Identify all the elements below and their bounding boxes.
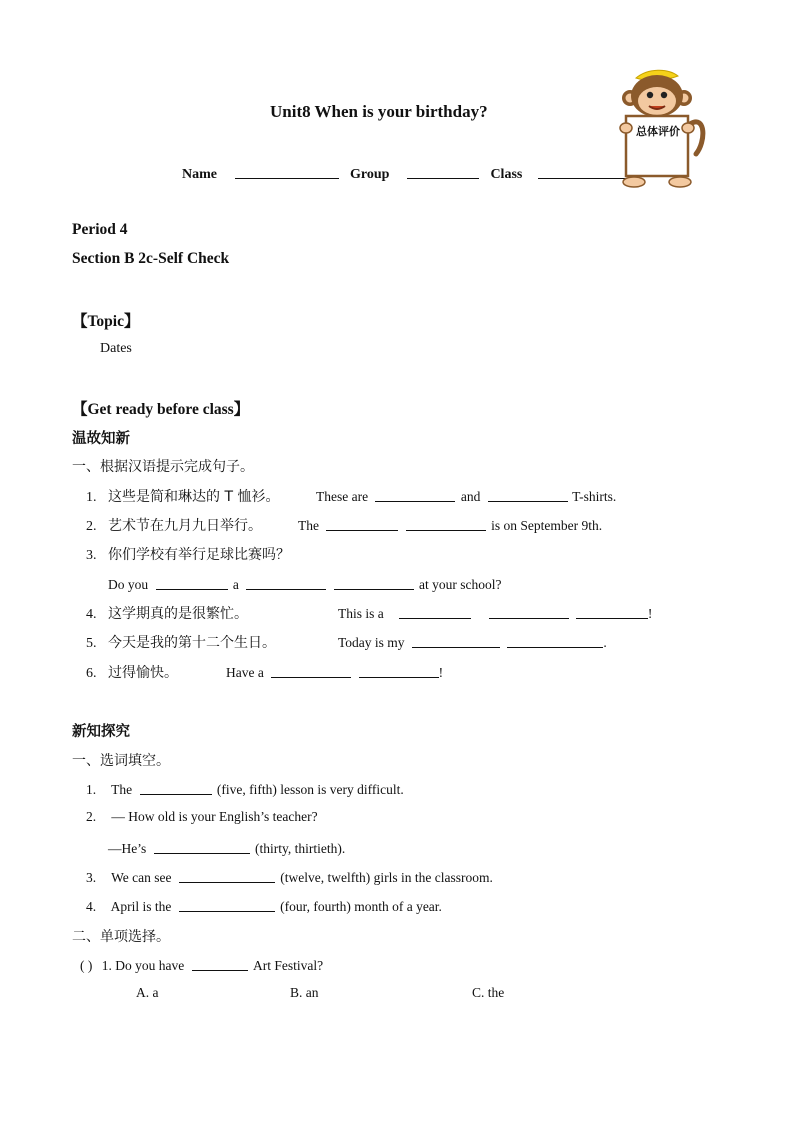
item-chinese: 今天是我的第十二个生日。 — [108, 635, 276, 651]
group-label: Group — [350, 167, 390, 182]
name-field[interactable] — [182, 164, 626, 183]
answer-blank[interactable] — [375, 487, 455, 502]
list-item: 1. The (five, fifth) lesson is very difficult. — [86, 782, 404, 797]
section-label: Section B 2c-Self Check — [72, 250, 230, 267]
item-english: These are and T-shirts. — [316, 489, 617, 504]
item-number: 3. — [86, 548, 97, 563]
list-item — [86, 632, 276, 652]
answer-blank[interactable] — [326, 516, 398, 531]
item-chinese: 你们学校有举行足球比赛吗？ — [108, 547, 290, 563]
answer-blank[interactable] — [488, 487, 568, 502]
item-number: 2. — [86, 809, 97, 824]
item-chinese: 这学期真的是很繁忙。 — [108, 606, 248, 622]
list-item-continuation: —He’s (thirty, thirtieth). — [108, 841, 346, 856]
answer-blank[interactable] — [140, 780, 212, 795]
answer-blank[interactable] — [359, 663, 439, 678]
item-number: 1. — [86, 782, 97, 797]
option-a[interactable]: A. a — [136, 985, 159, 1000]
new-knowledge-heading: 新知探究 — [72, 724, 130, 740]
item-english: Have a ! — [226, 665, 444, 680]
list-item: 4. April is the (four, fourth) month of a year. — [86, 899, 442, 914]
topic-heading: 【Topic】 — [72, 313, 140, 330]
item-number: 4. — [86, 899, 97, 914]
answer-blank[interactable] — [412, 633, 500, 648]
answer-blank[interactable] — [246, 575, 326, 590]
list-item — [86, 603, 248, 623]
multiple-choice-question: ( ) 1. Do you have Art Festival? — [80, 958, 324, 973]
review-heading: 温故知新 — [72, 431, 130, 447]
page-title: Unit8 When is your birthday? — [270, 102, 488, 121]
item-chinese: 过得愉快。 — [108, 665, 178, 681]
answer-blank[interactable] — [179, 868, 275, 883]
name-label: Name — [182, 167, 217, 182]
period-label: Period 4 — [72, 221, 128, 238]
answer-blank[interactable] — [399, 604, 471, 619]
fill-words-heading: 一、选词填空。 — [72, 753, 170, 769]
multiple-choice-heading: 二、单项选择。 — [72, 929, 170, 945]
answer-blank[interactable] — [576, 604, 648, 619]
answer-blank[interactable] — [507, 633, 603, 648]
answer-paren[interactable]: ( ) — [80, 958, 93, 973]
item-number: 3. — [86, 870, 97, 885]
list-item — [86, 662, 178, 682]
topic-text: Dates — [100, 341, 132, 356]
item-chinese: 艺术节在九月九日举行。 — [108, 518, 262, 534]
answer-blank[interactable] — [179, 897, 275, 912]
item-number: 2. — [86, 519, 97, 534]
class-label: Class — [490, 167, 523, 182]
name-blank[interactable] — [235, 164, 339, 179]
list-item — [86, 544, 290, 564]
get-ready-heading: 【Get ready before class】 — [72, 401, 250, 418]
item-number: 6. — [86, 666, 97, 681]
answer-blank[interactable] — [154, 839, 250, 854]
answer-blank[interactable] — [334, 575, 414, 590]
item-english: This is a ! — [338, 606, 653, 621]
item-number: 1. — [86, 490, 97, 505]
class-blank[interactable] — [538, 164, 626, 179]
answer-blank[interactable] — [156, 575, 228, 590]
answer-blank[interactable] — [406, 516, 486, 531]
list-item — [86, 515, 262, 535]
item-number: 4. — [86, 607, 97, 622]
answer-blank[interactable] — [192, 956, 248, 971]
option-c[interactable]: C. the — [472, 985, 505, 1000]
answer-blank[interactable] — [271, 663, 351, 678]
item-chinese: 这些是简和琳达的 T 恤衫。 — [108, 489, 280, 505]
group-blank[interactable] — [407, 164, 479, 179]
list-item: 2. — How old is your English’s teacher? — [86, 809, 318, 824]
part1-heading: 一、根据汉语提示完成句子。 — [72, 459, 254, 475]
item-english: Today is my . — [338, 635, 607, 650]
item-english: The is on September 9th. — [298, 518, 603, 533]
list-item — [86, 486, 279, 506]
list-item: 3. We can see (twelve, twelfth) girls in the classroom. — [86, 870, 493, 885]
mascot-label: 总体评价 — [636, 125, 680, 138]
item-english: Do you a at your school? — [108, 577, 502, 592]
option-b[interactable]: B. an — [290, 985, 319, 1000]
answer-blank[interactable] — [489, 604, 569, 619]
item-number: 5. — [86, 636, 97, 651]
